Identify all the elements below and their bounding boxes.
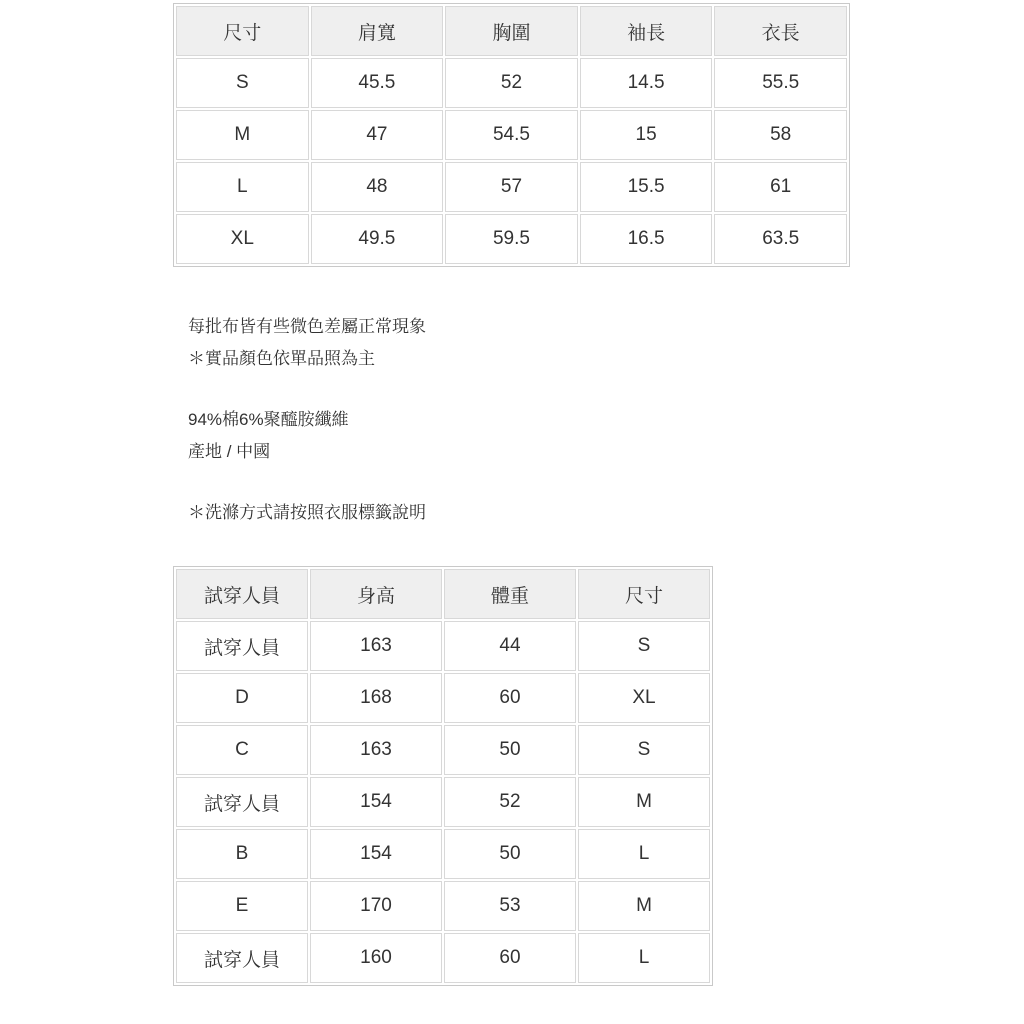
table-cell: 45.5: [311, 58, 444, 108]
product-notes: [188, 311, 426, 529]
table-cell: 47: [311, 110, 444, 160]
table-row: [176, 162, 847, 212]
table-cell: XL: [176, 214, 309, 264]
garment-size-chart-table: [173, 3, 850, 267]
column-header: 衣長: [714, 6, 847, 56]
table-cell: 試穿人員: [176, 933, 308, 983]
table-cell: 52: [445, 58, 578, 108]
table-cell: 63.5: [714, 214, 847, 264]
table-cell: 57: [445, 162, 578, 212]
column-header: 肩寬: [311, 6, 444, 56]
table-cell: 54.5: [445, 110, 578, 160]
table-cell: M: [176, 110, 309, 160]
table-cell: 試穿人員: [176, 777, 308, 827]
column-header: 尺寸: [578, 569, 710, 619]
table-cell: 16.5: [580, 214, 713, 264]
table-cell: XL: [578, 673, 710, 723]
table-row: [176, 829, 710, 879]
column-header: 袖長: [580, 6, 713, 56]
table-cell: 15.5: [580, 162, 713, 212]
column-header: 體重: [444, 569, 576, 619]
table-row: [176, 621, 710, 671]
table-cell: L: [578, 933, 710, 983]
table-cell: 52: [444, 777, 576, 827]
table-cell: 59.5: [445, 214, 578, 264]
table-cell: B: [176, 829, 308, 879]
table-row: [176, 110, 847, 160]
fitting-staff-table: [173, 566, 713, 986]
table-row: [176, 725, 710, 775]
table-cell: 55.5: [714, 58, 847, 108]
note-color-reference: ＊實品顏色依單品照為主: [188, 349, 375, 368]
table-cell: 48: [311, 162, 444, 212]
table-cell: 168: [310, 673, 442, 723]
table-cell: S: [578, 725, 710, 775]
table-cell: 50: [444, 829, 576, 879]
table-cell: 60: [444, 933, 576, 983]
table-cell: 14.5: [580, 58, 713, 108]
column-header: 身高: [310, 569, 442, 619]
table-cell: 61: [714, 162, 847, 212]
table-cell: M: [578, 881, 710, 931]
table-row: [176, 777, 710, 827]
table-row: [176, 881, 710, 931]
table-cell: 49.5: [311, 214, 444, 264]
note-color-variance: 每批布皆有些微色差屬正常現象: [188, 317, 426, 336]
table-cell: S: [176, 58, 309, 108]
table-cell: 154: [310, 777, 442, 827]
table-row: [176, 933, 710, 983]
table-cell: 60: [444, 673, 576, 723]
table-cell: 15: [580, 110, 713, 160]
column-header: 胸圍: [445, 6, 578, 56]
table-cell: 163: [310, 725, 442, 775]
table-cell: 44: [444, 621, 576, 671]
table-row: [176, 58, 847, 108]
note-origin: 產地 / 中國: [188, 442, 271, 461]
table-cell: S: [578, 621, 710, 671]
note-washing-instructions: ＊洗滌方式請按照衣服標籤說明: [188, 503, 426, 522]
table-cell: 163: [310, 621, 442, 671]
table-cell: 58: [714, 110, 847, 160]
column-header: 試穿人員: [176, 569, 308, 619]
table-row: [176, 214, 847, 264]
column-header: 尺寸: [176, 6, 309, 56]
header-row: [176, 6, 847, 56]
header-row: [176, 569, 710, 619]
table-cell: M: [578, 777, 710, 827]
table-cell: L: [578, 829, 710, 879]
table-cell: 試穿人員: [176, 621, 308, 671]
table-cell: 53: [444, 881, 576, 931]
note-material-composition: 94%棉6%聚醯胺纖維: [188, 410, 349, 429]
table-cell: L: [176, 162, 309, 212]
table-row: [176, 673, 710, 723]
table-cell: 160: [310, 933, 442, 983]
table-cell: 170: [310, 881, 442, 931]
table-cell: 154: [310, 829, 442, 879]
table-cell: C: [176, 725, 308, 775]
table-cell: 50: [444, 725, 576, 775]
table-cell: D: [176, 673, 308, 723]
table-cell: E: [176, 881, 308, 931]
